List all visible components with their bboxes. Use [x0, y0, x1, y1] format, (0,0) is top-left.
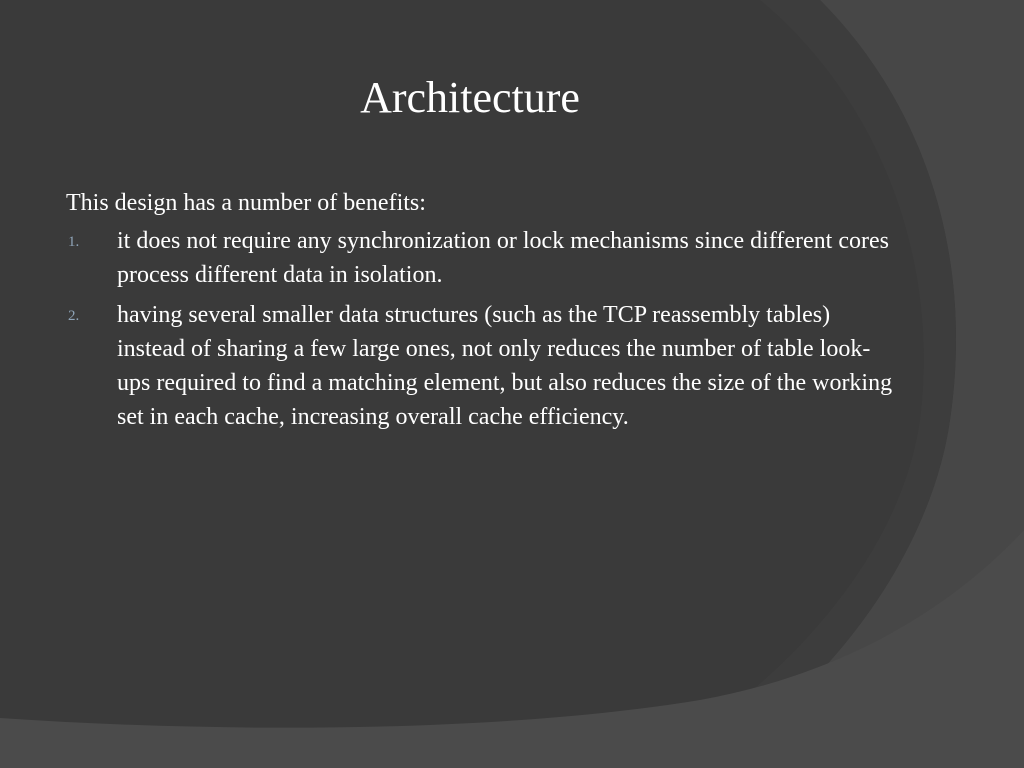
slide-title: Architecture [360, 73, 580, 122]
list-item [66, 224, 896, 292]
benefits-list [66, 224, 896, 434]
list-item-text: it does not require any synchronization or lock mechanisms since different cores process different data in isolation. [117, 228, 889, 288]
intro-text: This design has a number of benefits: [66, 190, 426, 216]
list-number: 1. [68, 234, 80, 250]
slide-body [66, 186, 896, 440]
list-item-text: having several smaller data structures (such as the TCP reassembly tables) instead of sharing a few large ones, not only reduces the number of table look-ups required to find a matching element, but also reduces the size of the working set in each cache, increasing overall cache efficiency. [117, 302, 893, 430]
list-item [66, 298, 896, 434]
list-number: 2. [68, 308, 80, 324]
